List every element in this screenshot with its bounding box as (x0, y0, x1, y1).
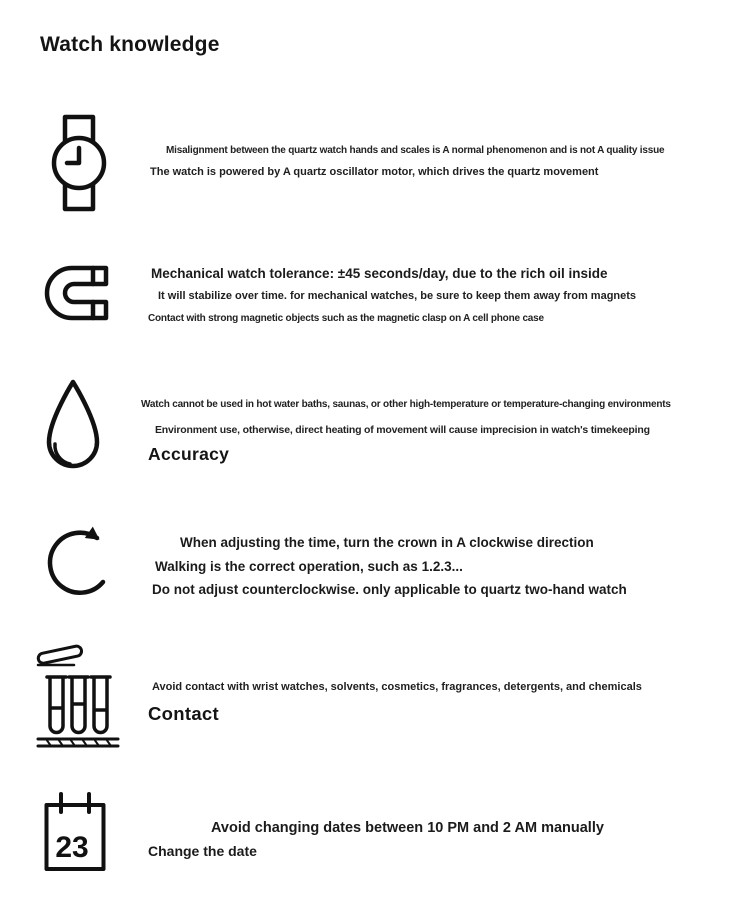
date-change-warning-heading: Avoid changing dates between 10 PM and 2 AM manually (211, 820, 604, 836)
water-drop-icon (40, 377, 106, 477)
quartz-movement-text: The watch is powered by A quartz oscillator motor, which drives the quartz movement (150, 166, 599, 178)
calendar-icon (42, 788, 108, 874)
magnet-icon (42, 262, 112, 324)
tolerance-heading: Mechanical watch tolerance: ±45 seconds/day, due to the rich oil inside (151, 266, 608, 281)
chemicals-warning-text: Avoid contact with wrist watches, solvents, cosmetics, fragrances, detergents, and chemicals (152, 681, 642, 693)
watch-icon (44, 112, 114, 214)
quartz-misalignment-note: Misalignment between the quartz watch hands and scales is A normal phenomenon and is not A quality issue (166, 145, 665, 156)
calendar-day: 23 (55, 831, 89, 864)
magnet-warning-text: It will stabilize over time. for mechanical watches, be sure to keep them away from magnets (158, 290, 637, 302)
contact-heading: Contact (148, 703, 219, 724)
page-title: Watch knowledge (40, 33, 220, 56)
test-tubes-icon (36, 642, 120, 750)
clockwise-arrow-icon (42, 517, 122, 601)
clockwise-adjust-heading: When adjusting the time, turn the crown in A clockwise direction (180, 535, 594, 550)
counterclockwise-warning-text: Do not adjust counterclockwise. only applicable to quartz two-hand watch (152, 582, 627, 597)
hot-water-warning-note: Watch cannot be used in hot water baths, saunas, or other high-temperature or temperature-changing environments (141, 399, 671, 410)
walking-operation-text: Walking is the correct operation, such as 1.2.3... (155, 559, 463, 574)
accuracy-heading: Accuracy (148, 444, 230, 464)
magnet-contact-note: Contact with strong magnetic objects such as the magnetic clasp on A cell phone case (148, 313, 544, 324)
temperature-accuracy-note: Environment use, otherwise, direct heating of movement will cause imprecision in watch's timekeeping (155, 424, 650, 436)
change-the-date-label: Change the date (148, 843, 257, 859)
